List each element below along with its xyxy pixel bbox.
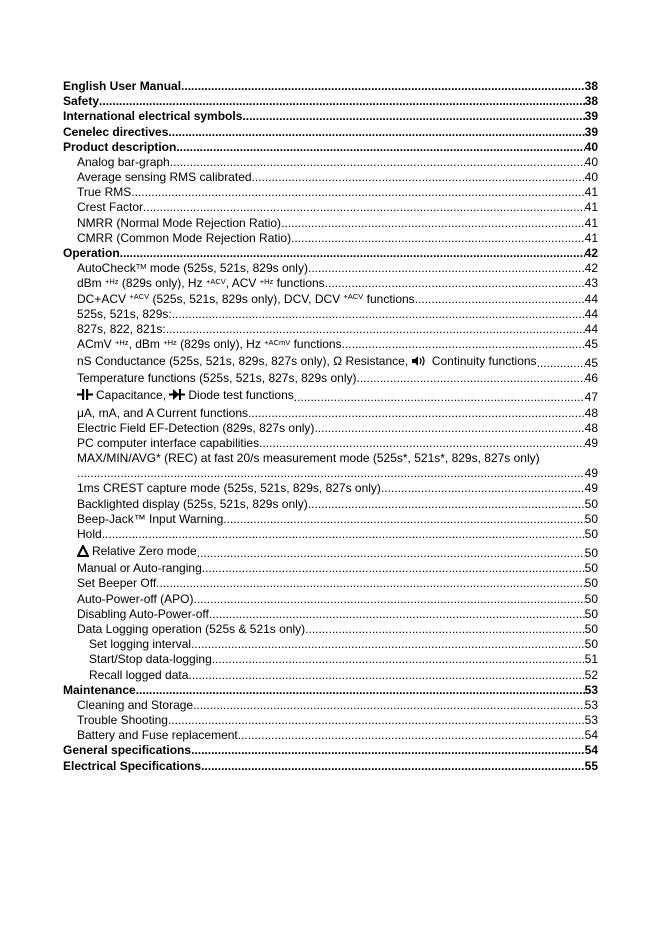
toc-entry-true-rms[interactable]: True RMS ..... 41 <box>63 185 598 200</box>
capacitor-icon <box>77 388 93 405</box>
toc-entry-827s-822-821s[interactable]: 827s, 822, 821s: ..... 44 <box>63 322 598 337</box>
toc-entry-beep-jack[interactable]: Beep-Jack™ Input Warning ..... 50 <box>63 512 598 527</box>
toc-entry-set-beeper-off[interactable]: Set Beeper Off ..... 50 <box>63 576 598 591</box>
toc-entry-cleaning-storage[interactable]: Cleaning and Storage ..... 53 <box>63 698 598 713</box>
toc-entry-cmrr[interactable]: CMRR (Common Mode Rejection Ratio) ..... 41 <box>63 231 598 246</box>
toc-entry-max-min-avg-leader[interactable]: ..... 49 <box>63 466 598 481</box>
toc-entry-pc-interface[interactable]: PC computer interface capabilities ..... 49 <box>63 436 598 451</box>
toc-entry-crest-capture[interactable]: 1ms CREST capture mode (525s, 521s, 829s, 827s only) ..... 49 <box>63 482 598 497</box>
toc-entry-auto-power-off[interactable]: Auto-Power-off (APO) ..... 50 <box>63 592 598 607</box>
toc-entry-battery-fuse[interactable]: Battery and Fuse replacement ..... 54 <box>63 728 598 743</box>
toc-entry-manual-auto-ranging[interactable]: Manual or Auto-ranging ..... 50 <box>63 561 598 576</box>
table-of-contents <box>63 79 598 774</box>
toc-entry-hold[interactable]: Hold ..... 50 <box>63 527 598 542</box>
toc-entry-average-sensing[interactable]: Average sensing RMS calibrated ..... 40 <box>63 170 598 185</box>
toc-entry-general-specifications[interactable]: General specifications ..... 54 <box>63 744 598 759</box>
toc-entry-set-logging-interval[interactable]: Set logging interval ..... 50 <box>63 637 598 652</box>
toc-entry-maintenance[interactable]: Maintenance ..... 53 <box>63 683 598 698</box>
diode-icon <box>169 388 185 405</box>
delta-icon <box>77 545 89 561</box>
toc-entry-start-stop-logging[interactable]: Start/Stop data-logging ..... 51 <box>63 652 598 667</box>
toc-entry-dbm-hz-acv[interactable]: dBm $^{+Hz}$ (829s only), Hz $^{+ACV}$, ACV $^{+Hz}$ functions ..... 43 <box>63 276 598 291</box>
toc-entry-operation[interactable]: Operation ..... 42 <box>63 246 598 261</box>
toc-entry-trouble-shooting[interactable]: Trouble Shooting ..... 53 <box>63 713 598 728</box>
toc-entry-max-min-avg-title[interactable]: MAX/MIN/AVG* (REC) at fast 20/s measurement mode (525s*, 521s*, 829s, 827s only) <box>77 451 540 466</box>
toc-entry-electrical-specifications[interactable]: Electrical Specifications ..... 55 <box>63 759 598 774</box>
toc-entry-international-electrical-symbols[interactable]: International electrical symbols ..... 39 <box>63 109 598 124</box>
toc-entry-safety[interactable]: Safety ..... 38 <box>63 94 598 109</box>
toc-entry-current-functions[interactable]: μA, mA, and A Current functions ..... 48 <box>63 406 598 421</box>
toc-entry-crest-factor[interactable]: Crest Factor ..... 41 <box>63 201 598 216</box>
toc-entry-product-description[interactable]: Product description ..... 40 <box>63 140 598 155</box>
toc-entry-relative-zero[interactable]: Relative Zero mode ..... 50 <box>63 542 598 561</box>
toc-entry-autocheck[interactable]: AutoCheck™ mode (525s, 521s, 829s only) ..... 42 <box>63 261 598 276</box>
toc-entry-disabling-apo[interactable]: Disabling Auto-Power-off ..... 50 <box>63 607 598 622</box>
toc-entry-acmv[interactable]: ACmV $^{+Hz}$, dBm $^{+Hz}$ (829s only), Hz $^{+ACmV}$ functions ..... 45 <box>63 337 598 352</box>
toc-entry-english-user-manual[interactable]: English User Manual ..... 38 <box>63 79 598 94</box>
continuity-beeper-icon <box>412 355 426 371</box>
toc-entry-backlighted-display[interactable]: Backlighted display (525s, 521s, 829s only) ..... 50 <box>63 497 598 512</box>
toc-entry-electric-field[interactable]: Electric Field EF-Detection (829s, 827s only) ..... 48 <box>63 421 598 436</box>
toc-entry-525s-521s-829s[interactable]: 525s, 521s, 829s: ..... 44 <box>63 307 598 322</box>
toc-entry-dc-acv[interactable]: DC+ACV $^{+ACV}$ (525s, 521s, 829s only), DCV, DCV $^{+ACV}$ functions ..... 44 <box>63 292 598 307</box>
toc-entry-analog-bar-graph[interactable]: Analog bar-graph ..... 40 <box>63 155 598 170</box>
toc-entry-nmrr[interactable]: NMRR (Normal Mode Rejection Ratio) ..... 41 <box>63 216 598 231</box>
toc-entry-capacitance-diode[interactable]: Capacitance, Diode test functions ..... 47 <box>63 387 598 406</box>
toc-entry-conductance-resistance-continuity[interactable]: nS Conductance (525s, 521s, 829s, 827s only), Ω Resistance, Continuity functions ..... 45 <box>63 352 598 371</box>
toc-entry-cenelec-directives[interactable]: Cenelec directives ..... 39 <box>63 125 598 140</box>
toc-entry-temperature[interactable]: Temperature functions (525s, 521s, 827s, 829s only) ..... 46 <box>63 371 598 386</box>
toc-entry-data-logging[interactable]: Data Logging operation (525s & 521s only) ..... 50 <box>63 622 598 637</box>
toc-entry-recall-logged-data[interactable]: Recall logged data ..... 52 <box>63 668 598 683</box>
